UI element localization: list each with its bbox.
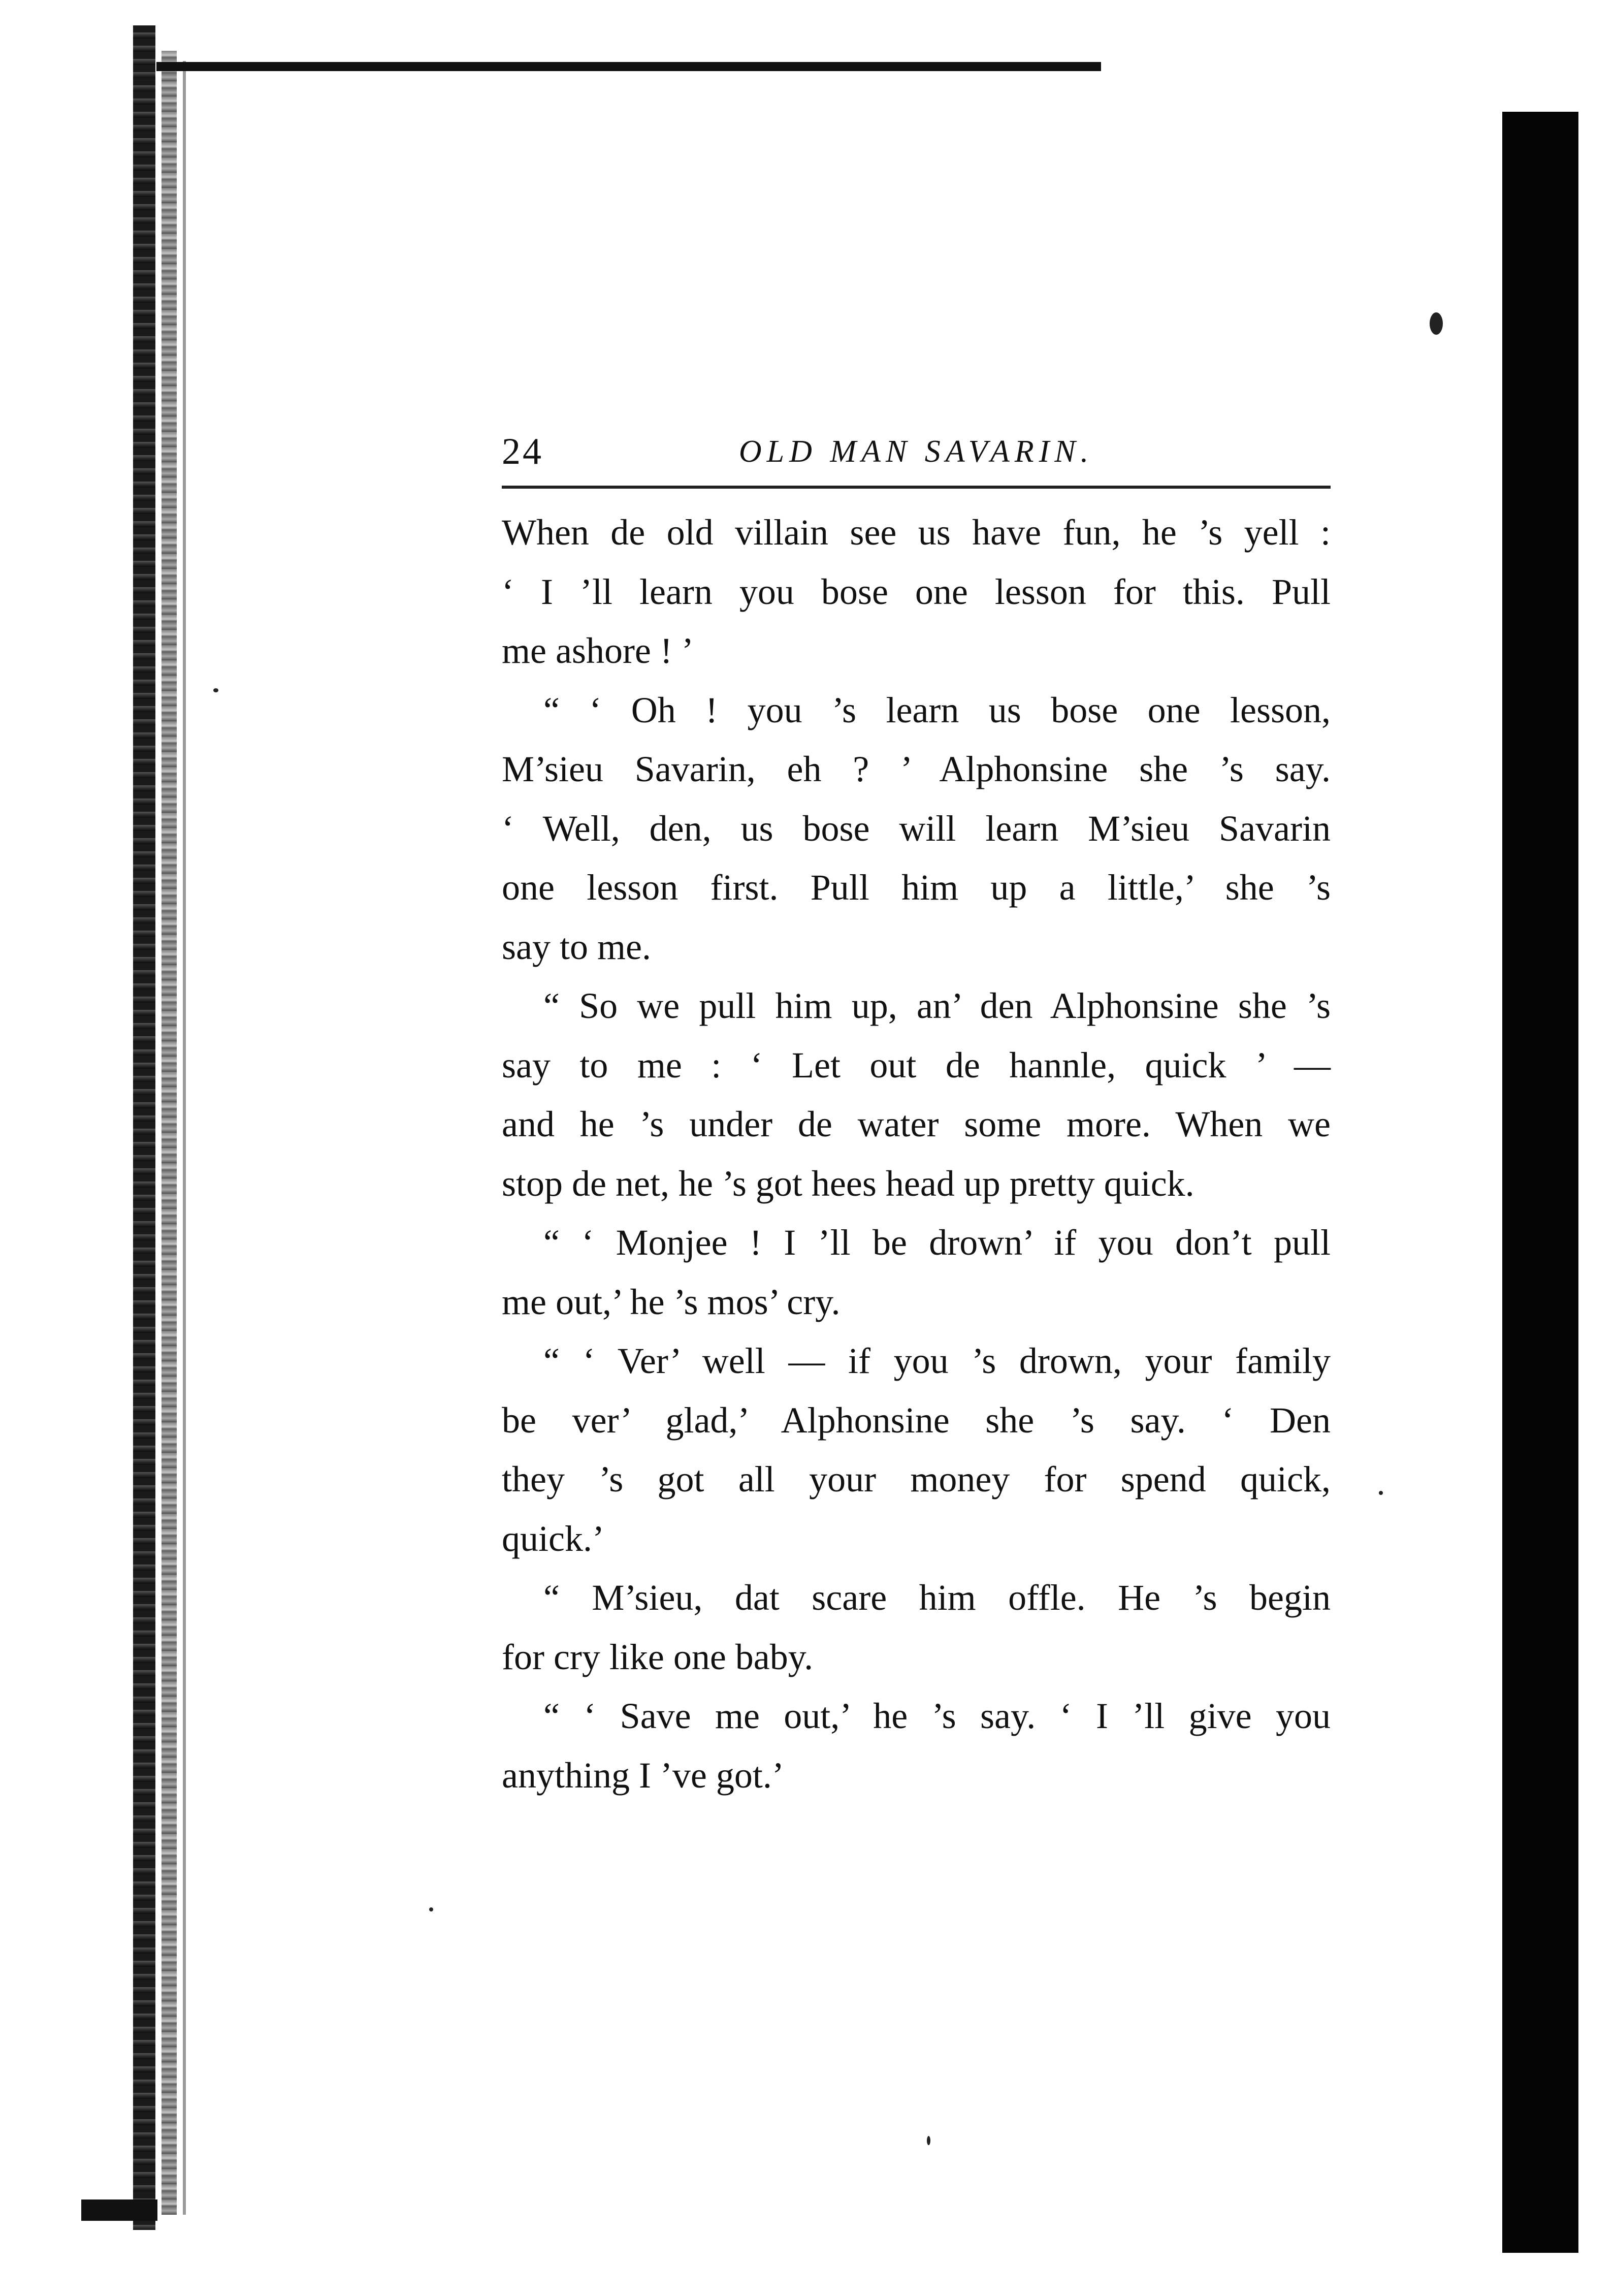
text-line: “ M’sieu, dat scare him offle. He ’s begin (543, 1577, 1331, 1618)
text-line: M’sieu Savarin, eh ? ’ Alphonsine she ’s say. (502, 749, 1331, 789)
text-line: “ ‘ Ver’ well — if you ’s drown, your family (543, 1341, 1331, 1381)
scan-speck (213, 688, 218, 692)
running-title: OLD MAN SAVARIN. (738, 434, 1094, 469)
text-line: quick.’ (502, 1518, 604, 1559)
scan-speck (1430, 312, 1443, 335)
scan-right-edge (1502, 112, 1578, 2253)
text-line: for cry like one baby. (502, 1636, 814, 1677)
text-line: “ So we pull him up, an’ den Alphonsine she ’s (543, 985, 1331, 1026)
text-line: one lesson first. Pull him up a little,’ she ’s (502, 867, 1331, 908)
text-line: “ ‘ Monjee ! I ’ll be drown’ if you don’t pull (543, 1222, 1331, 1263)
text-line: say to me. (502, 926, 651, 967)
text-line: ‘ I ’ll learn you bose one lesson for this. Pull (502, 571, 1331, 612)
scan-bottom-mark (81, 2199, 157, 2221)
text-line: me ashore ! ’ (502, 630, 694, 671)
scan-speck (927, 2136, 930, 2145)
scan-speck (429, 1907, 433, 1911)
text-line: anything I ’ve got.’ (502, 1755, 784, 1796)
text-line: and he ’s under de water some more. When we (502, 1104, 1331, 1144)
text-line: me out,’ he ’s mos’ cry. (502, 1281, 841, 1322)
scan-top-border (156, 62, 1101, 71)
scan-speck (1379, 1491, 1383, 1495)
text-line: stop de net, he ’s got hees head up pretty quick. (502, 1163, 1194, 1204)
binding-line (183, 61, 186, 2215)
text-line: “ ‘ Oh ! you ’s learn us bose one lesson, (543, 689, 1331, 730)
text-line: say to me : ‘ Let out de hannle, quick ’ — (502, 1044, 1331, 1086)
header-rule (502, 486, 1331, 489)
text-line: be ver’ glad,’ Alphonsine she ’s say. ‘ Den (502, 1399, 1331, 1441)
binding-shadow (162, 51, 177, 2215)
text-line: “ ‘ Save me out,’ he ’s say. ‘ I ’ll give you (543, 1696, 1331, 1736)
page-number: 24 (502, 431, 543, 472)
text-line: ‘ Well, den, us bose will learn M’sieu Savarin (502, 808, 1331, 849)
running-head (502, 424, 1331, 480)
binding-edge (133, 25, 155, 2230)
body-text (502, 503, 1331, 1805)
text-line: they ’s got all your money for spend quick, (502, 1459, 1331, 1500)
text-line: When de old villain see us have fun, he ’s yell : (502, 512, 1331, 553)
